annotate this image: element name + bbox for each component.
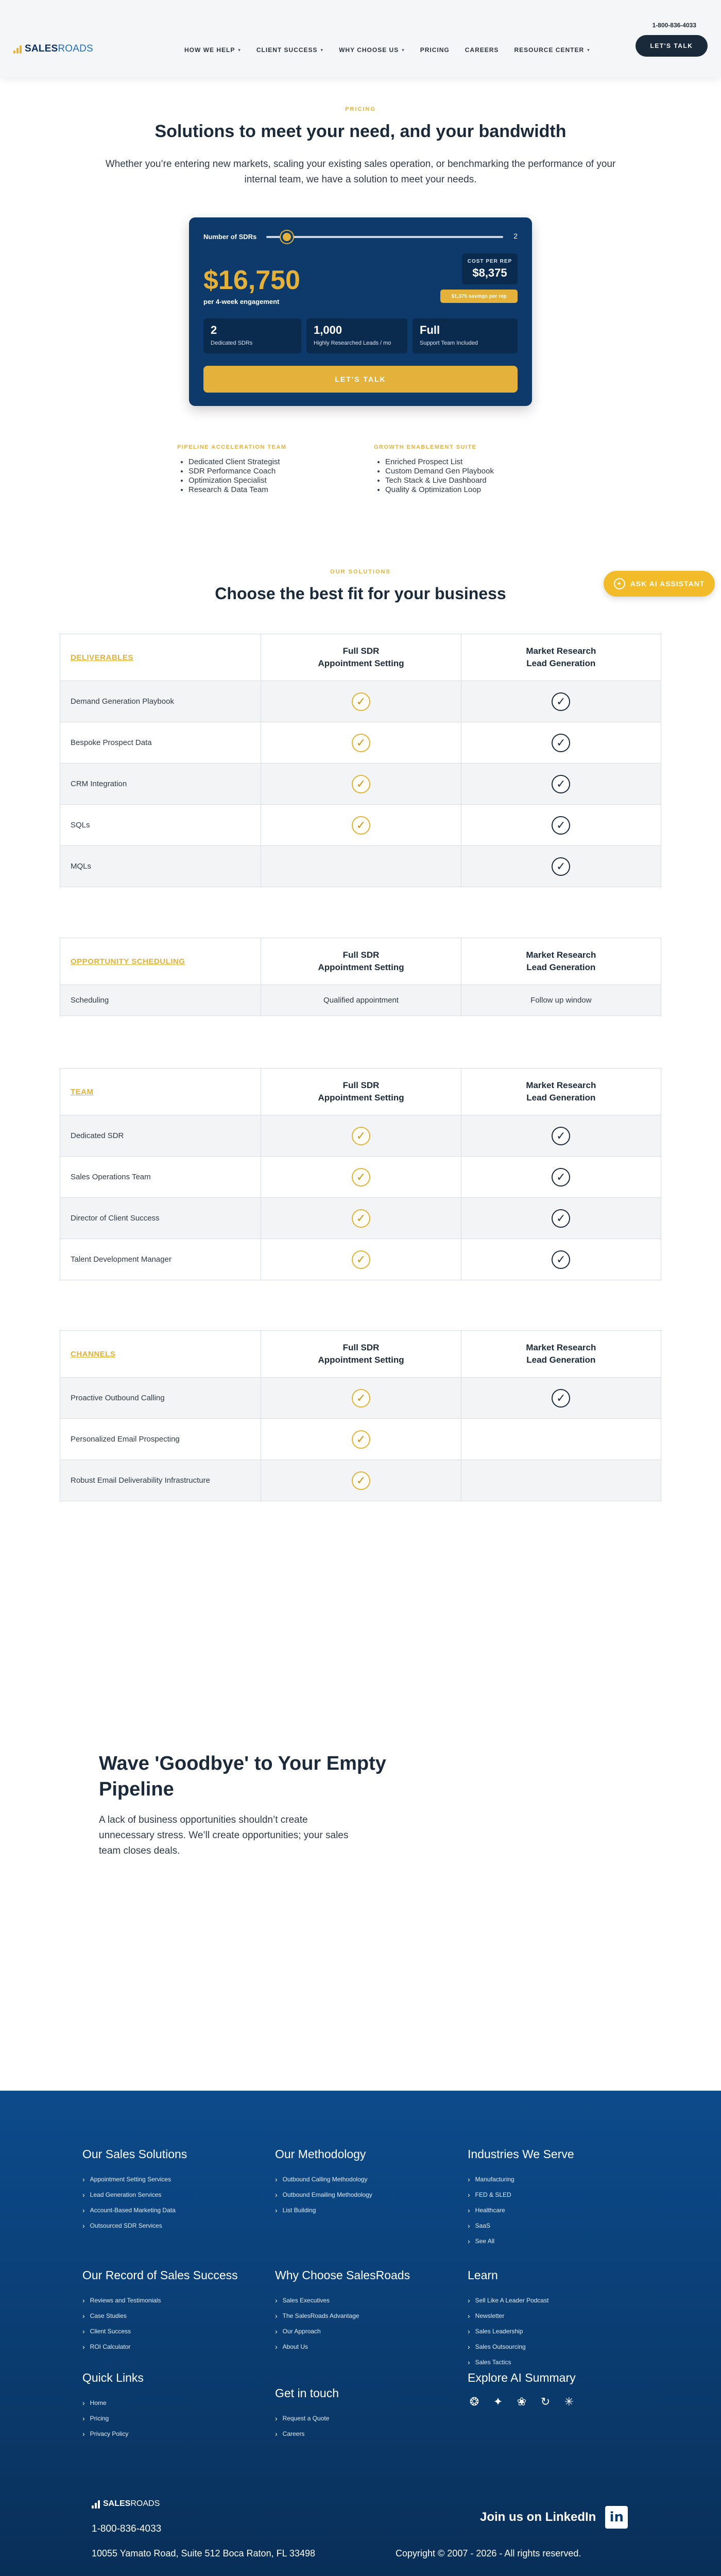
table-header-row [60,634,661,681]
column-header-market-research: Market Research Lead Generation [461,938,661,985]
footer-link[interactable]: › About Us [275,2339,410,2354]
chevron-down-icon: ▾ [320,47,324,53]
table-row [60,763,661,804]
linkedin-link[interactable] [480,2506,628,2529]
ask-ai-assistant-label: ASK AI ASSISTANT [630,580,705,588]
footer-link[interactable]: › Newsletter [468,2308,548,2324]
full-sdr-cell [261,764,460,804]
footer-link[interactable]: › Sales Outsourcing [468,2339,548,2354]
table-header-row [60,1331,661,1377]
nav-item-label: PRICING [420,46,450,54]
goodbye-text: A lack of business opportunities shouldn’t create unnecessary stress. We’ll create opportunities; your sales team closes deals. [99,1815,349,1856]
footer-column-get-in-touch [275,2386,339,2442]
logo-mark-icon [92,2499,101,2509]
copyright: Copyright © 2007 - 2026 - All rights reserved. [396,2548,581,2558]
pricing-subtitle: Whether you’re entering new markets, scaling your existing sales operation, or benchmarking the performance of your internal team, we have a solution to meet your needs. [105,159,616,185]
footer-column-quick-links [82,2371,144,2442]
feature-list-heading: GROWTH ENABLEMENT SUITE [374,444,477,450]
table-row [60,1418,661,1460]
table-header-row [60,938,661,985]
nav-item-careers[interactable] [465,46,499,54]
check-icon: ✓ [552,775,570,793]
check-icon: ✓ [352,1430,370,1449]
full-sdr-cell [261,722,460,763]
market-research-cell [461,805,661,845]
table-section-title: CHANNELS [71,1349,116,1359]
comparison-table-channels [60,1330,661,1501]
nav-item-client-success[interactable] [256,46,323,54]
column-header-full-sdr: Full SDR Appointment Setting [261,1069,460,1115]
stat-number: 1,000 [314,324,342,336]
pricing-title: Solutions to meet your need, and your bandwidth [154,122,566,141]
check-icon: ✓ [552,857,570,876]
footer-link[interactable]: › See All [468,2233,574,2249]
footer-column-our-methodology [275,2147,372,2218]
feature-item: • Enriched Prospect List [385,457,494,467]
check-icon: ✓ [552,1250,570,1269]
footer-column-heading: Get in touch [275,2386,339,2400]
check-icon: ✓ [552,1168,570,1187]
comparison-table-opportunity-scheduling [60,938,661,1016]
nav-item-resource-center[interactable] [514,46,590,54]
footer-column-heading: Learn [468,2268,498,2282]
market-research-cell [461,1198,661,1239]
table-row [60,1197,661,1239]
table-section-title: OPPORTUNITY SCHEDULING [71,957,185,966]
market-research-cell [461,681,661,722]
footer-link[interactable]: › Outsourced SDR Services [82,2218,187,2233]
linkedin-label: Join us on LinkedIn [480,2510,596,2524]
column-header-market-research: Market Research Lead Generation [461,1331,661,1377]
table-row [60,804,661,845]
site-header [0,0,721,77]
full-sdr-cell [261,1378,460,1418]
footer-link[interactable]: › Privacy Policy [82,2426,144,2442]
footer-link[interactable]: › Sales Leadership [468,2324,548,2339]
table-section-title: TEAM [71,1087,94,1096]
table-header-row [60,1069,661,1115]
footer-column-why-choose-salesroads [275,2268,410,2354]
savings-badge: $1,375 savings per rep [440,290,518,303]
table-section-title: DELIVERABLES [71,653,133,662]
chatgpt-icon[interactable]: ❂ [469,2395,479,2408]
column-header-full-sdr: Full SDR Appointment Setting [261,938,460,985]
cost-per-rep-box [462,253,518,284]
footer-phone[interactable]: 1-800-836-4033 [92,2523,162,2534]
table-row [60,1115,661,1156]
row-label: Director of Client Success [71,1214,160,1223]
check-icon: ✓ [352,1471,370,1490]
row-label: Personalized Email Prospecting [71,1435,180,1444]
full-sdr-cell: Qualified appointment [261,985,460,1015]
gemini-icon[interactable]: ✦ [493,2395,503,2408]
nav-item-label: HOW WE HELP [184,46,235,54]
footer-wordmark: SALESROADS [103,2499,160,2508]
nav-item-why-choose-us[interactable] [339,46,405,54]
table-row [60,985,661,1015]
linkedin-icon[interactable]: in [605,2506,628,2529]
table-row [60,1460,661,1501]
check-icon: ✓ [552,1209,570,1228]
footer-link[interactable]: › Pricing [82,2411,144,2426]
check-icon: ✓ [552,734,570,752]
footer-link[interactable]: › Careers [275,2426,339,2442]
row-label: Robust Email Deliverability Infrastructure [71,1476,210,1485]
footer-column-heading: Our Sales Solutions [82,2147,187,2161]
calculator-lets-talk-button[interactable]: LET'S TALK [203,366,518,393]
footer-link[interactable]: › Our Approach [275,2324,410,2339]
full-sdr-cell [261,681,460,722]
ai-assistant-icon: ✦ [614,578,625,589]
footer-link[interactable]: › List Building [275,2202,372,2218]
nav-item-how-we-help[interactable] [184,46,241,54]
stat-number: Full [420,324,440,336]
feature-item: • Custom Demand Gen Playbook [385,467,494,476]
stat-card-leads [306,318,407,353]
footer-column-heading: Explore AI Summary [468,2371,576,2384]
check-icon: ✓ [552,692,570,711]
sdr-slider-handle[interactable] [281,231,293,243]
chevron-down-icon: ▾ [402,47,405,53]
full-sdr-cell [261,1460,460,1501]
check-icon: ✓ [552,1127,570,1145]
solutions-eyebrow: OUR SOLUTIONS [330,569,391,575]
market-research-cell [461,1419,661,1460]
footer-link[interactable]: › Healthcare [468,2202,574,2218]
ai-summary-column [468,2371,576,2409]
feature-item: • Tech Stack & Live Dashboard [385,476,494,485]
feature-item: • SDR Performance Coach [188,467,287,476]
engagement-period: per 4-week engagement [203,298,280,306]
row-label: Demand Generation Playbook [71,697,174,706]
market-research-cell: Follow up window [461,985,661,1015]
market-research-cell [461,1115,661,1156]
cost-per-rep-label: COST PER REP [467,259,512,264]
row-label: Dedicated SDR [71,1131,124,1140]
full-sdr-cell [261,1115,460,1156]
stat-caption: Dedicated SDRs [211,340,253,346]
footer-column-learn [468,2268,548,2370]
site-footer [0,2091,721,2576]
footer-link[interactable]: › SaaS [468,2218,574,2233]
footer-link[interactable]: › The SalesRoads Advantage [275,2308,410,2324]
column-header-market-research: Market Research Lead Generation [461,1069,661,1115]
brand-logo[interactable] [13,43,93,55]
check-icon: ✓ [352,1389,370,1408]
cost-per-rep-value: $8,375 [472,266,507,279]
table-row [60,1156,661,1197]
footer-link[interactable]: › ROI Calculator [82,2339,238,2354]
perplexity-icon[interactable]: ↻ [540,2395,551,2408]
chevron-down-icon: ▾ [238,47,241,53]
footer-column-heading: Industries We Serve [468,2147,574,2161]
logo-mark-icon [13,44,23,54]
check-icon: ✓ [352,734,370,752]
market-research-cell [461,764,661,804]
sdr-slider-track[interactable] [266,236,503,238]
check-icon: ✓ [352,816,370,835]
row-label: Scheduling [71,996,109,1005]
logo-wordmark: SALESROADS [25,43,93,54]
full-sdr-cell [261,1198,460,1239]
market-research-cell [461,1239,661,1280]
row-label: Talent Development Manager [71,1255,171,1264]
row-label: Proactive Outbound Calling [71,1394,165,1402]
check-icon: ✓ [352,692,370,711]
stat-caption: Support Team Included [420,340,478,346]
market-research-cell [461,1378,661,1418]
check-icon: ✓ [352,1209,370,1228]
feature-list-pipeline [177,444,287,495]
footer-link[interactable]: › Sell Like A Leader Podcast [468,2293,548,2308]
stat-card-support [413,318,518,353]
feature-item: • Dedicated Client Strategist [188,457,287,467]
table-row [60,1239,661,1280]
footer-address: 10055 Yamato Road, Suite 512 Boca Raton, FL 33498 [92,2548,315,2558]
check-icon: ✓ [352,1250,370,1269]
footer-column-industries-we-serve [468,2147,574,2249]
feature-list-growth [374,444,494,495]
footer-logo[interactable] [92,2499,160,2509]
check-icon: ✓ [352,1127,370,1145]
full-sdr-cell [261,846,460,887]
header-phone-link[interactable]: 1-800-836-4033 [652,22,696,29]
engagement-price: $16,750 [203,265,300,295]
market-research-cell [461,1460,661,1501]
footer-link[interactable]: › Account-Based Marketing Data [82,2202,187,2218]
row-label: Bespoke Prospect Data [71,738,152,747]
column-header-full-sdr: Full SDR Appointment Setting [261,634,460,681]
feature-item: • Optimization Specialist [188,476,287,485]
feature-item: • Research & Data Team [188,485,287,495]
footer-link[interactable]: › Outbound Emailing Methodology [275,2187,372,2202]
comparison-table-team [60,1068,661,1280]
full-sdr-cell [261,1157,460,1197]
footer-link[interactable]: › Lead Generation Services [82,2187,187,2202]
footer-link[interactable]: › Client Success [82,2324,238,2339]
table-row [60,722,661,763]
chevron-down-icon: ▾ [587,47,590,53]
footer-column-our-record-of-sales-success [82,2268,238,2354]
check-icon: ✓ [352,1168,370,1187]
feature-item: • Quality & Optimization Loop [385,485,494,495]
nav-item-label: RESOURCE CENTER [514,46,585,54]
market-research-cell [461,846,661,887]
footer-column-our-sales-solutions [82,2147,187,2233]
footer-link[interactable]: › FED & SLED [468,2187,574,2202]
market-research-cell [461,1157,661,1197]
footer-link[interactable]: › Appointment Setting Services [82,2172,187,2187]
sdr-slider-value: 2 [513,232,518,240]
pricing-calculator [189,217,532,406]
pricing-eyebrow: PRICING [345,106,376,112]
row-label: Sales Operations Team [71,1173,151,1181]
stat-card-sdrs [203,318,301,353]
row-label: SQLs [71,821,90,829]
feature-list-heading: PIPELINE ACCELERATION TEAM [177,444,287,450]
footer-link[interactable]: › Sales Executives [275,2293,410,2308]
footer-column-heading: Our Record of Sales Success [82,2268,238,2282]
nav-item-label: CAREERS [465,46,499,54]
footer-column-heading: Why Choose SalesRoads [275,2268,410,2282]
footer-link[interactable]: › Reviews and Testimonials [82,2293,238,2308]
full-sdr-cell [261,1239,460,1280]
row-label: MQLs [71,862,92,871]
footer-column-heading: Quick Links [82,2371,144,2384]
market-research-cell [461,722,661,763]
comparison-table-deliverables [60,634,661,887]
row-label: CRM Integration [71,779,127,788]
stat-caption: Highly Researched Leads / mo [314,340,391,346]
stat-number: 2 [211,324,217,336]
solutions-title: Choose the best fit for your business [215,584,506,603]
column-header-full-sdr: Full SDR Appointment Setting [261,1331,460,1377]
footer-link[interactable]: › Home [82,2395,144,2411]
lets-talk-button[interactable]: LET'S TALK [636,35,708,57]
footer-link[interactable]: › Request a Quote [275,2411,339,2426]
ask-ai-assistant-button[interactable] [604,571,715,597]
nav-item-pricing[interactable] [420,46,450,54]
footer-column-heading: Our Methodology [275,2147,366,2161]
table-row [60,681,661,722]
check-icon: ✓ [552,816,570,835]
column-header-market-research: Market Research Lead Generation [461,634,661,681]
table-row [60,845,661,887]
footer-link[interactable]: › Manufacturing [468,2172,574,2187]
full-sdr-cell [261,805,460,845]
footer-link[interactable]: › Outbound Calling Methodology [275,2172,372,2187]
nav-item-label: WHY CHOOSE US [339,46,399,54]
nav-item-label: CLIENT SUCCESS [256,46,318,54]
claude-icon[interactable]: ✳ [564,2395,574,2408]
goodbye-title: Wave 'Goodbye' to Your Empty Pipeline [99,1753,386,1800]
footer-link[interactable]: › Case Studies [82,2308,238,2324]
check-icon: ✓ [352,775,370,793]
grok-icon[interactable]: ❀ [517,2395,527,2408]
footer-link[interactable]: › Sales Tactics [468,2354,548,2370]
check-icon: ✓ [552,1389,570,1408]
main-nav [184,46,590,54]
full-sdr-cell [261,1419,460,1460]
table-row [60,1377,661,1418]
sdr-count-label: Number of SDRs [203,233,257,241]
